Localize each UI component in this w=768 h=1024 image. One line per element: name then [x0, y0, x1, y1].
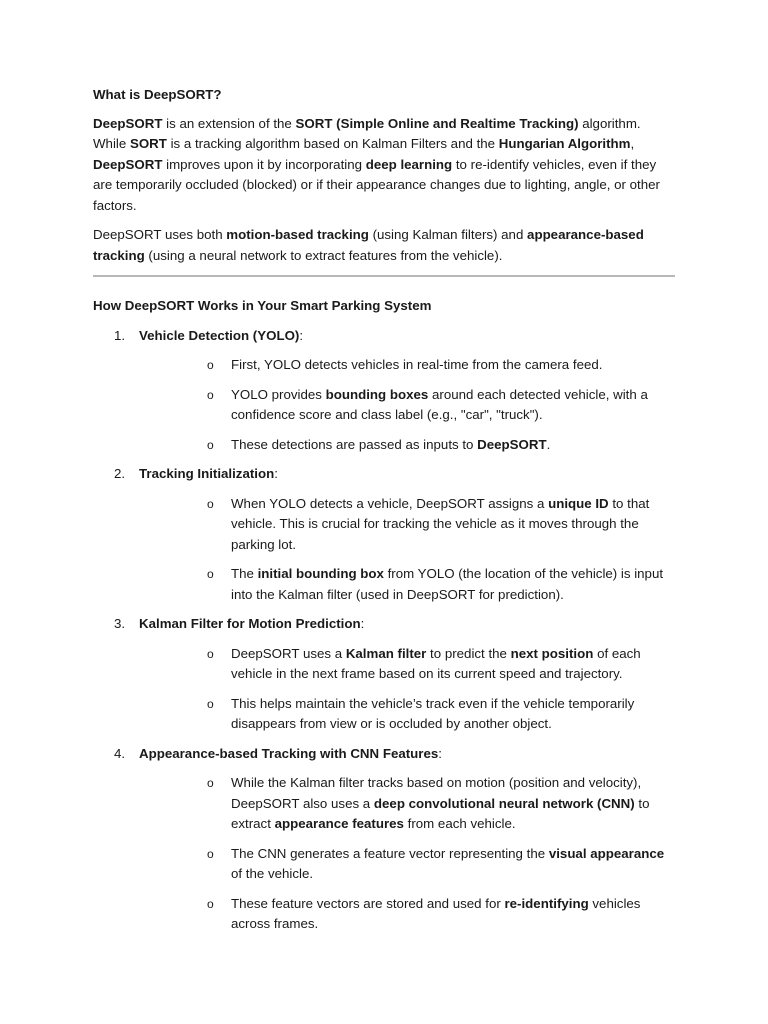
- bullet-circle-icon: o: [207, 696, 214, 711]
- bullet-item: [139, 694, 675, 735]
- text-run: to extract: [231, 795, 650, 831]
- text-run: of the vehicle.: [231, 866, 314, 881]
- text-run: (using Kalman filters) and: [368, 227, 528, 242]
- bold-text: Kalman Filter for Motion Prediction: [139, 616, 361, 631]
- text-run: around each detected vehicle, with a confidence score and class label (e.g., "car", "truck").: [231, 386, 648, 422]
- bullet-item: [139, 385, 675, 426]
- step-number: 1.: [114, 327, 126, 343]
- text-run: from YOLO (the location of the vehicle) is input into the Kalman filter (used in DeepSORT for prediction).: [231, 566, 664, 602]
- text-run: When YOLO detects a vehicle, DeepSORT assigns a: [231, 495, 549, 511]
- bold-text: bounding boxes: [325, 386, 429, 402]
- bold-text: Hungarian Algorithm: [498, 136, 631, 151]
- bold-text: DeepSORT: [477, 436, 547, 452]
- bullet-item: [139, 894, 675, 935]
- numbered-step: [93, 326, 675, 456]
- text-run: to predict the: [426, 645, 511, 661]
- text-run: of each vehicle in the next frame based on its current speed and trajectory.: [231, 645, 641, 681]
- text-run: DeepSORT uses both: [93, 227, 227, 242]
- bullet-circle-icon: o: [207, 846, 214, 861]
- bold-text: Vehicle Detection (YOLO): [139, 327, 300, 343]
- text-run: is a tracking algorithm based on Kalman Filters and the: [166, 136, 499, 151]
- bullet-circle-icon: o: [207, 776, 214, 790]
- bullet-item: [139, 773, 675, 835]
- step-number: 3.: [114, 616, 126, 631]
- numbered-step: [93, 744, 675, 935]
- steps-list: [93, 326, 675, 935]
- step-number: 2.: [114, 466, 126, 481]
- text-run: These detections are passed as inputs to: [231, 436, 478, 452]
- bullet-item: [139, 644, 675, 685]
- bullet-item: [139, 355, 675, 376]
- text-run: :: [360, 616, 365, 631]
- bullet-list: [139, 494, 675, 606]
- bold-text: appearance-based tracking: [93, 227, 644, 263]
- bold-text: Appearance-based Tracking with CNN Features: [139, 745, 439, 761]
- bullet-item: [139, 435, 675, 456]
- text-run: YOLO provides: [231, 386, 326, 402]
- bold-text: appearance features: [274, 816, 404, 831]
- step-title: [139, 326, 675, 347]
- bold-text: DeepSORT: [93, 156, 163, 172]
- text-run: improves upon it by incorporating: [162, 156, 366, 172]
- bold-text: Kalman filter: [345, 645, 427, 661]
- text-run: The: [231, 566, 258, 581]
- text-run: algorithm. While: [93, 115, 641, 151]
- bullet-item: [139, 494, 675, 556]
- text-run: First, YOLO detects vehicles in real-time from the camera feed.: [231, 357, 603, 372]
- text-run: to re-identify vehicles, even if they are temporarily occluded (blocked) or if their appearance changes due to lighting, angle, or other factors.: [93, 156, 660, 213]
- bold-text: Tracking Initialization: [139, 466, 275, 481]
- text-run: ,: [630, 136, 635, 151]
- bullet-circle-icon: o: [207, 387, 214, 402]
- step-title: [139, 614, 675, 635]
- numbered-step: [93, 614, 675, 735]
- bold-text: SORT: [129, 136, 167, 151]
- bold-text: SORT (Simple Online and Realtime Tracking): [295, 115, 579, 131]
- text-run: These feature vectors are stored and used for: [231, 895, 505, 911]
- text-run: This helps maintain the vehicle’s track even if the vehicle temporarily disappears from view or is occluded by another object.: [231, 695, 635, 731]
- text-run: to that vehicle. This is crucial for tracking the vehicle as it moves through the parking lot.: [231, 495, 650, 552]
- bullet-circle-icon: o: [207, 358, 214, 372]
- bold-text: next position: [510, 645, 594, 661]
- paragraph: [93, 225, 675, 266]
- bullet-list: [139, 355, 675, 455]
- bullet-circle-icon: o: [207, 496, 214, 511]
- bold-text: deep learning: [365, 156, 453, 172]
- bullet-circle-icon: o: [207, 567, 214, 581]
- paragraph: [93, 114, 675, 217]
- section-title-how-it-works: How DeepSORT Works in Your Smart Parking System: [93, 298, 432, 313]
- text-run: :: [274, 466, 278, 481]
- bullet-list: [139, 644, 675, 735]
- bold-text: initial bounding box: [257, 566, 384, 581]
- text-run: vehicles across frames.: [231, 895, 641, 931]
- step-title: [139, 744, 675, 765]
- numbered-step: [93, 464, 675, 605]
- bold-text: visual appearance: [548, 845, 665, 861]
- bold-text: DeepSORT: [93, 115, 163, 131]
- bullet-circle-icon: o: [207, 646, 214, 661]
- horizontal-divider: [93, 275, 675, 277]
- bullet-list: [139, 773, 675, 935]
- text-run: DeepSORT uses a: [231, 645, 346, 661]
- document-content: [93, 85, 675, 944]
- text-run: .: [546, 436, 551, 452]
- intro-paragraphs: [93, 114, 675, 267]
- bold-text: re-identifying: [504, 895, 589, 911]
- bullet-circle-icon: o: [207, 896, 214, 911]
- bold-text: motion-based tracking: [226, 227, 369, 242]
- text-run: The CNN generates a feature vector representing the: [231, 845, 549, 861]
- text-run: from each vehicle.: [403, 816, 516, 831]
- bold-text: deep convolutional neural network (CNN): [373, 795, 635, 811]
- bullet-circle-icon: o: [207, 437, 214, 452]
- text-run: While the Kalman filter tracks based on motion (position and velocity), DeepSORT also uses a: [231, 775, 642, 811]
- text-run: :: [299, 327, 304, 343]
- text-run: (using a neural network to extract features from the vehicle).: [144, 247, 503, 263]
- bold-text: unique ID: [548, 495, 609, 511]
- step-number: 4.: [114, 745, 126, 761]
- bullet-item: [139, 564, 675, 605]
- text-run: is an extension of the: [162, 115, 296, 131]
- section-title-what-is-deepsort: What is DeepSORT?: [93, 87, 222, 102]
- text-run: :: [438, 745, 442, 761]
- bullet-item: [139, 844, 675, 885]
- step-title: [139, 464, 675, 485]
